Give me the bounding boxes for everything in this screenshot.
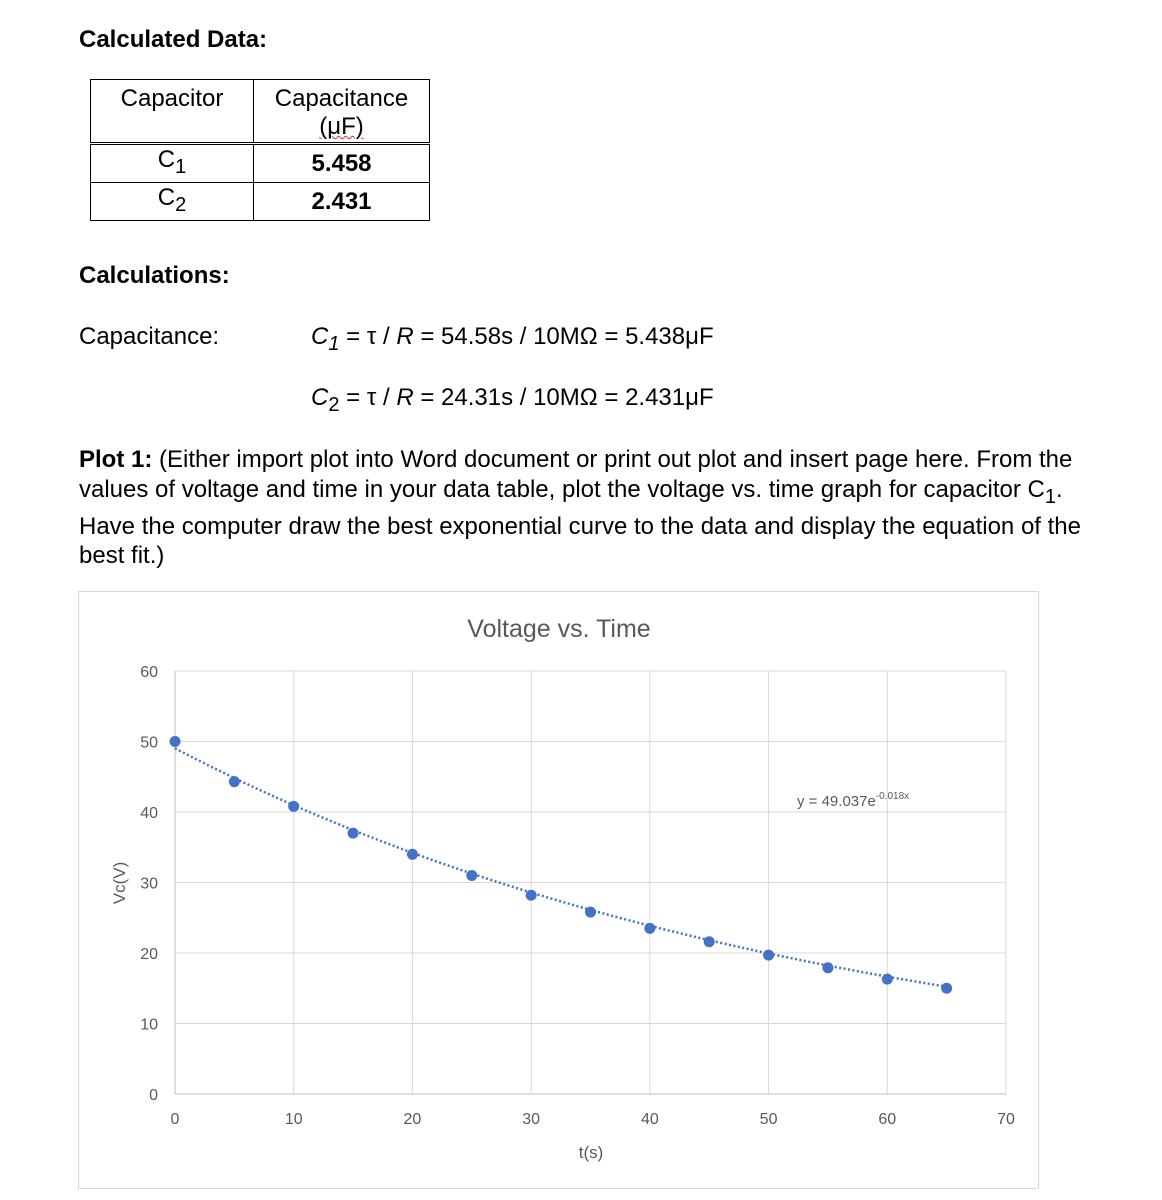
x-tick-label: 70 xyxy=(997,1111,1015,1128)
x-tick-label: 40 xyxy=(640,1111,659,1128)
equation-c2: $C_2 = \tau / R = 24.31s / 10M\Omega = 2.431\mu F$ xyxy=(311,384,714,416)
capacitor-cell: $C_2$ xyxy=(91,182,254,220)
data-point xyxy=(348,828,359,839)
x-tick-label: 10 xyxy=(284,1111,303,1128)
tick-labels xyxy=(140,664,1015,1128)
data-points xyxy=(170,736,953,994)
data-point xyxy=(466,870,477,881)
x-tick-label: 50 xyxy=(759,1111,778,1128)
data-point xyxy=(170,736,181,747)
data-point xyxy=(229,776,240,787)
data-point xyxy=(644,923,655,934)
trendline-equation: $y = 49.037e^{-0.018x}$ xyxy=(797,791,910,810)
y-tick-label: 0 xyxy=(149,1087,158,1104)
data-point xyxy=(882,974,893,985)
table-row xyxy=(91,182,430,220)
data-point xyxy=(704,936,715,947)
data-point xyxy=(941,983,952,994)
x-tick-label: 60 xyxy=(878,1111,897,1128)
x-tick-label: 30 xyxy=(522,1111,541,1128)
y-axis-label: Vc(V) xyxy=(110,861,129,905)
capacitance-table xyxy=(90,79,430,221)
capacitance-header: Capacitance (μF) xyxy=(254,80,430,144)
unit-label: (μF) xyxy=(319,113,364,140)
data-point xyxy=(288,801,299,812)
gridlines xyxy=(175,671,1006,1094)
capacitance-value-cell: 5.458 xyxy=(254,144,430,183)
y-tick-label: 40 xyxy=(140,805,158,822)
capacitance-value-cell: 2.431 xyxy=(254,182,430,220)
calculated-data-heading: Calculated Data: xyxy=(79,26,268,53)
chart-svg xyxy=(79,592,1040,1190)
data-point xyxy=(585,907,596,918)
y-tick-label: 50 xyxy=(140,734,158,752)
y-tick-label: 60 xyxy=(140,664,158,681)
trendline xyxy=(175,748,947,986)
capacitance-label: Capacitance: xyxy=(79,323,220,350)
x-tick-label: 20 xyxy=(403,1111,422,1128)
data-point xyxy=(407,849,418,860)
equation-c1: $C_1 = \tau / R = 54.58s / 10M\Omega = 5.438\mu F$ xyxy=(311,323,714,355)
plot1-instructions: Plot 1: (Either import plot into Word document or print out plot and insert page here. From the values of voltage and time in your data table, plot the voltage vs. time graph for capacitor $C_1$. Have the computer draw the best exponential curve to the data and display the equation of the best fit.) xyxy=(79,446,1081,570)
chart-title: Voltage vs. Time xyxy=(467,615,651,643)
y-tick-label: 30 xyxy=(140,875,158,893)
y-tick-label: 10 xyxy=(140,1016,158,1034)
voltage-time-chart xyxy=(78,591,1039,1189)
x-tick-label: 0 xyxy=(170,1111,180,1128)
capacitor-cell: $C_1$ xyxy=(91,144,254,183)
capacitor-header: Capacitor xyxy=(91,80,254,144)
calculations-heading: Calculations: xyxy=(79,262,230,289)
data-point xyxy=(822,962,833,973)
table-row xyxy=(91,144,430,183)
data-point xyxy=(526,890,537,901)
trendline-curve xyxy=(175,748,947,986)
data-point xyxy=(763,950,774,961)
x-axis-label: t(s) xyxy=(578,1143,604,1162)
y-tick-label: 20 xyxy=(140,946,158,963)
